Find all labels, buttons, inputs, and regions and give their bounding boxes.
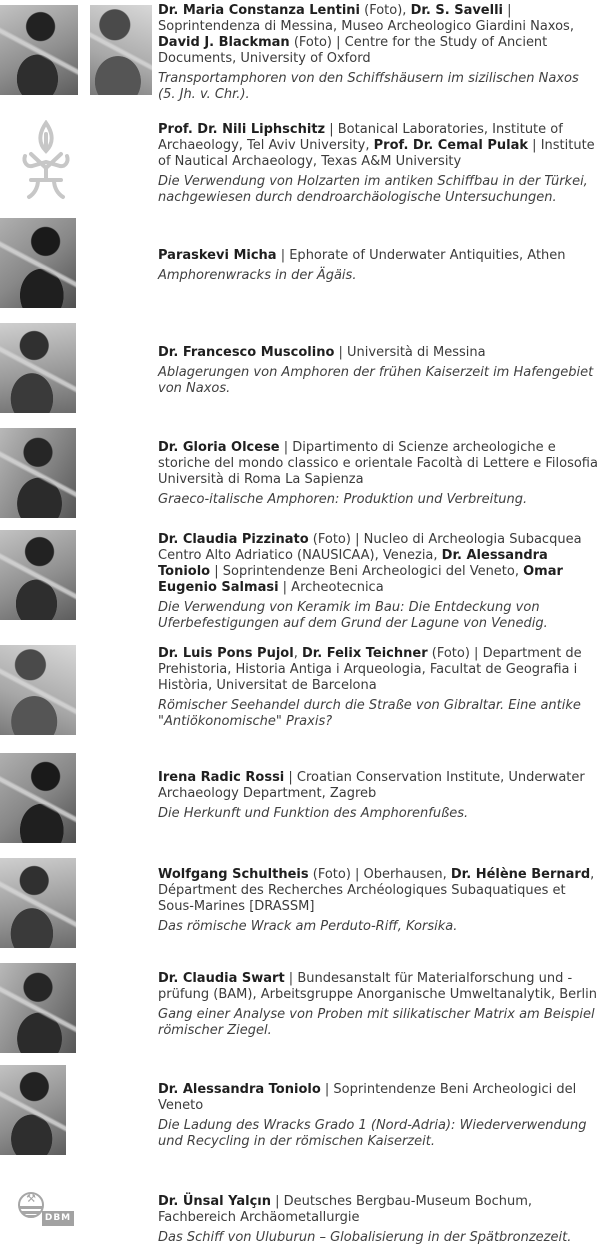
entry-text	[158, 122, 599, 206]
entry-text	[158, 1082, 599, 1150]
entry-media	[0, 530, 76, 620]
speaker-name: Prof. Dr. Cemal Pulak	[373, 138, 529, 153]
talk-title: Graeco-italische Amphoren: Produktion und Verbreitung.	[158, 492, 528, 507]
hammer-and-pick-icon: ⚒	[26, 1192, 36, 1205]
entry-media	[0, 645, 76, 735]
entry-text	[158, 770, 599, 822]
dbm-logo-label: DBM	[42, 1211, 74, 1226]
entry-text	[158, 971, 599, 1039]
speaker-name: Dr. Hélène Bernard	[450, 867, 591, 882]
speaker-header	[158, 345, 599, 361]
entry-media	[0, 753, 76, 843]
speaker-header	[158, 1082, 599, 1114]
speaker-header	[158, 1194, 599, 1226]
speaker-header	[158, 440, 599, 488]
entry-text	[158, 345, 599, 397]
affiliation-text: | Dipartimento di Scienze archeologiche e storiche del mondo classico e orientale Facoltà di Lettere e Filosofia Università di Roma La Sapienza	[158, 440, 598, 487]
affiliation-text: (Foto) | Centre for the Study of Ancient Documents, University of Oxford	[158, 35, 548, 66]
entry-media	[0, 5, 152, 95]
deutsches-bergbau-museum-logo	[18, 1192, 74, 1229]
entry-media	[0, 218, 76, 308]
speaker-photo	[0, 5, 78, 95]
affiliation-text: | Bundesanstalt für Materialforschung und -prüfung (BAM), Arbeitsgruppe Anorganische Umweltanalytik, Berlin	[158, 971, 597, 1002]
entry-text	[158, 248, 599, 284]
entry-media	[18, 1192, 74, 1233]
speaker-photo	[0, 428, 76, 518]
affiliation-text: | Botanical Laboratories, Institute of Archaeology, Tel Aviv University,	[158, 122, 563, 153]
entry-text	[158, 440, 599, 508]
speaker-header	[158, 646, 599, 694]
affiliation-text: | Croatian Conservation Institute, Underwater Archaeology Department, Zagreb	[158, 770, 585, 801]
speaker-photo	[0, 645, 76, 735]
affiliation-text: | Archeotecnica	[278, 580, 384, 595]
talk-title: Die Verwendung von Holzarten im antiken Schiffbau in der Türkei, nachgewiesen durch dendroarchäologische Untersuchungen.	[158, 174, 588, 205]
speaker-photo	[0, 530, 76, 620]
talk-title: Die Verwendung von Keramik im Bau: Die Entdeckung von Uferbefestigungen auf dem Grund der Lagune von Venedig.	[158, 600, 548, 631]
speaker-name: Dr. Claudia Swart	[158, 971, 285, 986]
speaker-name: David J. Blackman	[158, 35, 290, 50]
entry-text	[158, 3, 599, 103]
speaker-name: Dr. Gloria Olcese	[158, 440, 280, 455]
talk-title: Amphorenwracks in der Ägäis.	[158, 268, 357, 283]
entry-text	[158, 646, 599, 730]
entry-text	[158, 867, 599, 935]
speaker-name: Omar Eugenio Salmasi	[158, 564, 563, 595]
affiliation-text: (Foto),	[360, 3, 411, 18]
affiliation-text: , Départment des Recherches Archéologiques Subaquatiques et Sous-Marines [DRASSM]	[158, 867, 595, 914]
affiliation-text: | Soprintendenze Beni Archeologici del Veneto,	[210, 564, 524, 579]
affiliation-text: (Foto) | Department de Prehistoria, Historia Antiga i Arqueologia, Facultat de Geografia i Història, Universitat de Barcelona	[158, 646, 582, 693]
affiliation-text: ,	[293, 646, 302, 661]
entry-text	[158, 532, 599, 632]
speaker-header	[158, 770, 599, 802]
affiliation-text: | Deutsches Bergbau-Museum Bochum, Fachbereich Archäometallurgie	[158, 1194, 533, 1225]
speaker-photo	[90, 5, 152, 95]
speaker-header	[158, 971, 599, 1003]
speaker-name: Dr. Luis Pons Pujol	[158, 646, 294, 661]
speaker-name: Prof. Dr. Nili Liphschitz	[158, 122, 326, 137]
speaker-name: Dr. Claudia Pizzinato	[158, 532, 309, 547]
entry-media	[0, 323, 76, 413]
entry-media	[21, 120, 71, 204]
speaker-photo	[0, 218, 76, 308]
talk-title: Die Herkunft und Funktion des Amphorenfußes.	[158, 806, 469, 821]
speaker-name: Dr. Felix Teichner	[301, 646, 428, 661]
speaker-name: Dr. Francesco Muscolino	[158, 345, 335, 360]
speaker-name: Paraskevi Micha	[158, 248, 277, 263]
speaker-name: Dr. Alessandra Toniolo	[158, 548, 548, 579]
speaker-name: Dr. S. Savelli	[410, 3, 503, 18]
entry-media	[0, 1065, 66, 1155]
speaker-name: Dr. Ünsal Yalçın	[158, 1194, 271, 1209]
speaker-name: Irena Radic Rossi	[158, 770, 285, 785]
speaker-name: Dr. Maria Constanza Lentini	[158, 3, 360, 18]
talk-title: Gang einer Analyse von Proben mit silikatischer Matrix am Beispiel römischer Ziegel.	[158, 1007, 595, 1038]
tel-aviv-university-logo	[21, 120, 71, 200]
entry-media	[0, 428, 76, 518]
speaker-header	[158, 867, 599, 915]
talk-title: Ablagerungen von Amphoren der frühen Kaiserzeit im Hafengebiet von Naxos.	[158, 365, 594, 396]
entry-media	[0, 858, 76, 948]
affiliation-text: | Institute of Nautical Archaeology, Texas A&M University	[158, 138, 595, 169]
affiliation-text: | Soprintendenza di Messina, Museo Archeologico Giardini Naxos,	[158, 3, 574, 34]
entry-text	[158, 1194, 599, 1246]
speaker-header	[158, 3, 599, 67]
speaker-photo	[0, 1065, 66, 1155]
entry-media	[0, 963, 76, 1053]
speaker-header	[158, 248, 599, 264]
affiliation-text: (Foto) | Nucleo di Archeologia Subacquea Centro Alto Adriatico (NAUSICAA), Venezia,	[158, 532, 582, 563]
talk-title: Das römische Wrack am Perduto-Riff, Korsika.	[158, 919, 458, 934]
talk-title: Römischer Seehandel durch die Straße von Gibraltar. Eine antike "Antiökonomische" Praxis?	[158, 698, 581, 729]
talk-title: Transportamphoren von den Schiffshäusern im sizilischen Naxos (5. Jh. v. Chr.).	[158, 71, 579, 102]
affiliation-text: | Università di Messina	[334, 345, 486, 360]
speaker-photo	[0, 753, 76, 843]
speaker-photo	[0, 323, 76, 413]
speaker-name: Wolfgang Schultheis	[158, 867, 309, 882]
speaker-header	[158, 122, 599, 170]
talk-title: Die Ladung des Wracks Grado 1 (Nord-Adria): Wiederverwendung und Recycling in der römischen Kaiserzeit.	[158, 1118, 587, 1149]
speaker-photo	[0, 858, 76, 948]
speaker-name: Dr. Alessandra Toniolo	[158, 1082, 321, 1097]
affiliation-text: | Soprintendenze Beni Archeologici del Veneto	[158, 1082, 577, 1113]
talk-title: Das Schiff von Uluburun – Globalisierung in der Spätbronzezeit.	[158, 1230, 572, 1245]
affiliation-text: | Ephorate of Underwater Antiquities, Athen	[276, 248, 566, 263]
affiliation-text: (Foto) | Oberhausen,	[308, 867, 451, 882]
speaker-header	[158, 532, 599, 596]
speaker-photo	[0, 963, 76, 1053]
